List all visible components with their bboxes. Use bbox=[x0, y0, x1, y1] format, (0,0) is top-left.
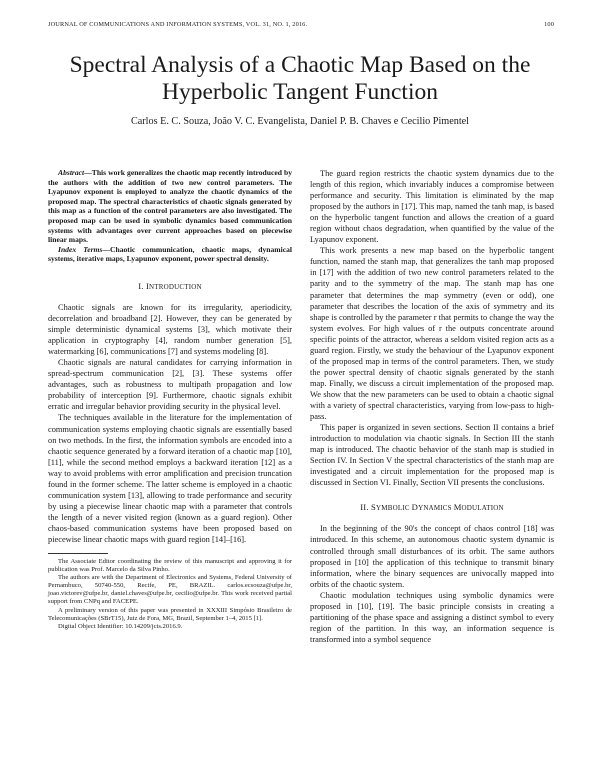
index-terms-label: Index Terms bbox=[58, 244, 103, 254]
abstract: Abstract—This work generalizes the chaotic map recently introduced by the authors with the addition of two new control parameters. The Lyapunov exponent is employed to analyze the chaotic dynamics of the proposed map. The spectral characteristics of chaotic signals generated by this map as a function of the control parameters are also investigated. The proposed map can be used in symbolic dynamics based communication systems with advantages over current approaches based on piecewise linear maps. bbox=[48, 168, 292, 245]
footnote: A preliminary version of this paper was presented in XXXIII Simpósio Brasileiro de Telecomunicações (SBrT15), Juiz de Fora, MG, Brazil, September 1–4, 2015 [1]. bbox=[48, 606, 292, 622]
running-header bbox=[48, 21, 554, 28]
paper-title: Spectral Analysis of a Chaotic Map Based on the Hyperbolic Tangent Function bbox=[69, 52, 531, 105]
index-terms-text: Chaotic communication, chaotic maps, dynamical systems, iterative maps, Lyapunov exponent, power spectral density. bbox=[48, 244, 292, 264]
page-number: 100 bbox=[544, 21, 554, 28]
paragraph: This paper is organized in seven sections. Section II contains a brief introduction to modulation via chaotic signals. In Section III the stanh map is introduced. The chaotic behavior of the stanh map is studied in Section IV. In Section V the spectral characteristics of the stanh map are investigated and a circuit implementation for the proposed map is discussed in Section VI. Finally, Section VII presents the conclusions. bbox=[310, 423, 554, 488]
paragraph: Chaotic signals are known for its irregularity, aperiodicity, decorrelation and broadband [2]. However, they can be generated by simple deterministic dynamical systems [3], which motivate their application in cryptography [4], random number generation [5], watermarking [6], communications [7] and systems modeling [8]. bbox=[48, 302, 292, 357]
author-list: Carlos E. C. Souza, João V. C. Evangelista, Daniel P. B. Chaves e Cecilio Pimentel bbox=[130, 116, 470, 127]
footnote-divider bbox=[48, 553, 108, 554]
section-heading-introduction: I. INTRODUCTION bbox=[138, 280, 202, 291]
abstract-text: This work generalizes the chaotic map recently introduced by the authors with the addition of two new control parameters. The Lyapunov exponent is employed to analyze the chaotic dynamics of the proposed map. The spectral characteristics of chaotic signals generated by this map as a function of the control parameters are also investigated. The proposed map can be used in symbolic dynamics based communication systems with advantages over current approaches based on piecewise linear maps. bbox=[48, 168, 292, 245]
abstract-label: Abstract bbox=[58, 168, 85, 177]
paragraph: The techniques available in the literature for the implementation of communication systems employing chaotic signals are essentially based on two methods. In the first, the information symbols are encoded into a chaotic sequence generated by a forward iteration of a chaotic map [10], [11], while the second method employs a backward iteration [12] as a way to avoid problems with error amplification and precision truncation found in the former scheme. The latter scheme is employed in a chaotic communication system [13], allowing to trade performance and security by using a piecewise linear chaotic map with a parameter that controls the length of a never visited region (known as a guard region). Other chaos-based communication systems have been proposed based on piecewise linear chaotic maps with guard region [14]–[16]. bbox=[48, 413, 292, 544]
index-terms: Index Terms—Chaotic communication, chaotic maps, dynamical systems, iterative maps, Lyapunov exponent, power spectral density. bbox=[48, 244, 292, 264]
left-column bbox=[48, 168, 292, 631]
paragraph: Chaotic signals are natural candidates for carrying information in spread-spectrum communication [2], [3]. These systems offer advantages, such as robustness to multipath propagation and low probability of interception [9]. Furthermore, chaotic signals exhibit erratic and irregular behavior providing security in the physical level. bbox=[48, 358, 292, 412]
footnote: The authors are with the Department of Electronics and Systems, Federal University of Pernambuco, 50740-550, Recife, PE, BRAZIL. carlos.ecsouza@ufpe.br, joao.victorev@ufpe.br, daniel.chaves@ufpe.br, cecilio@ufpe.br. This work received partial support from CNPq and FACEPE. bbox=[48, 574, 292, 606]
journal-name: JOURNAL OF COMMUNICATIONS AND INFORMATION SYSTEMS, VOL. 31, NO. 1, 2016. bbox=[48, 21, 308, 28]
paragraph: This work presents a new map based on the hyperbolic tangent function, named the stanh map, that generalizes the tanh map proposed in [17] with the addition of two new control parameters related to the parity and to the symmetry of the map. The stanh map has one parameter that determines the map symmetry (even or odd), one parameter that describes the location of the axis of symmetry and its shape is controlled by the parameter r that permits to change the way the system evolves. For high values of r the outputs concentrate around specific points of the attractor, whereas a seldom visited region acts as a guard region. Firstly, we study the behaviour of the Lyapunov exponent of the proposed map in terms of the control parameters. Then, we study the power spectral density of chaotic signals generated by the stanh map. Finally, we discuss a circuit implementation of the proposed map. We show that the new parameters can be used to obtain a chaotic signal with a variety of spectral characteristics, varying from low-pass to high-pass. bbox=[310, 246, 554, 422]
paragraph: Chaotic modulation techniques using symbolic dynamics were proposed in [10], [19]. The basic principle consists in creating a partitioning of the phase space and assigning a distinct symbol to every region of the partition. In this way, an information sequence is transformed into a symbol sequence bbox=[310, 590, 554, 644]
footnote: The Associate Editor coordinating the review of this manuscript and approving it for publication was Prof. Marcelo da Silva Pinho. bbox=[48, 558, 292, 574]
footnote-doi: Digital Object Identifier: 10.14209/jcis.2016.9. bbox=[58, 622, 183, 630]
paragraph: In the beginning of the 90's the concept of chaos control [18] was introduced. In this scheme, an autonomous chaotic system dynamic is controlled through small disturbances of its orbit. The same authors proposed in [10] the application of this technique to transmit binary information, where the binary sequences are univocally mapped into orbits of the chaotic system. bbox=[310, 524, 554, 589]
paragraph: The guard region restricts the chaotic system dynamics due to the length of this region, which invariably induces a compromise between performance and security. This limitation is eliminated by the map proposed by the authors in [17]. This map, named the tanh map, is based on the hyperbolic tangent function and allows the creation of a guard region without chaos degradation, when quantified by the value of the Lyapunov exponent. bbox=[310, 169, 554, 245]
section-heading-symbolic-dynamics-modulation: II. SYMBOLIC DYNAMICS MODULATION bbox=[360, 502, 504, 513]
right-column bbox=[310, 168, 554, 645]
